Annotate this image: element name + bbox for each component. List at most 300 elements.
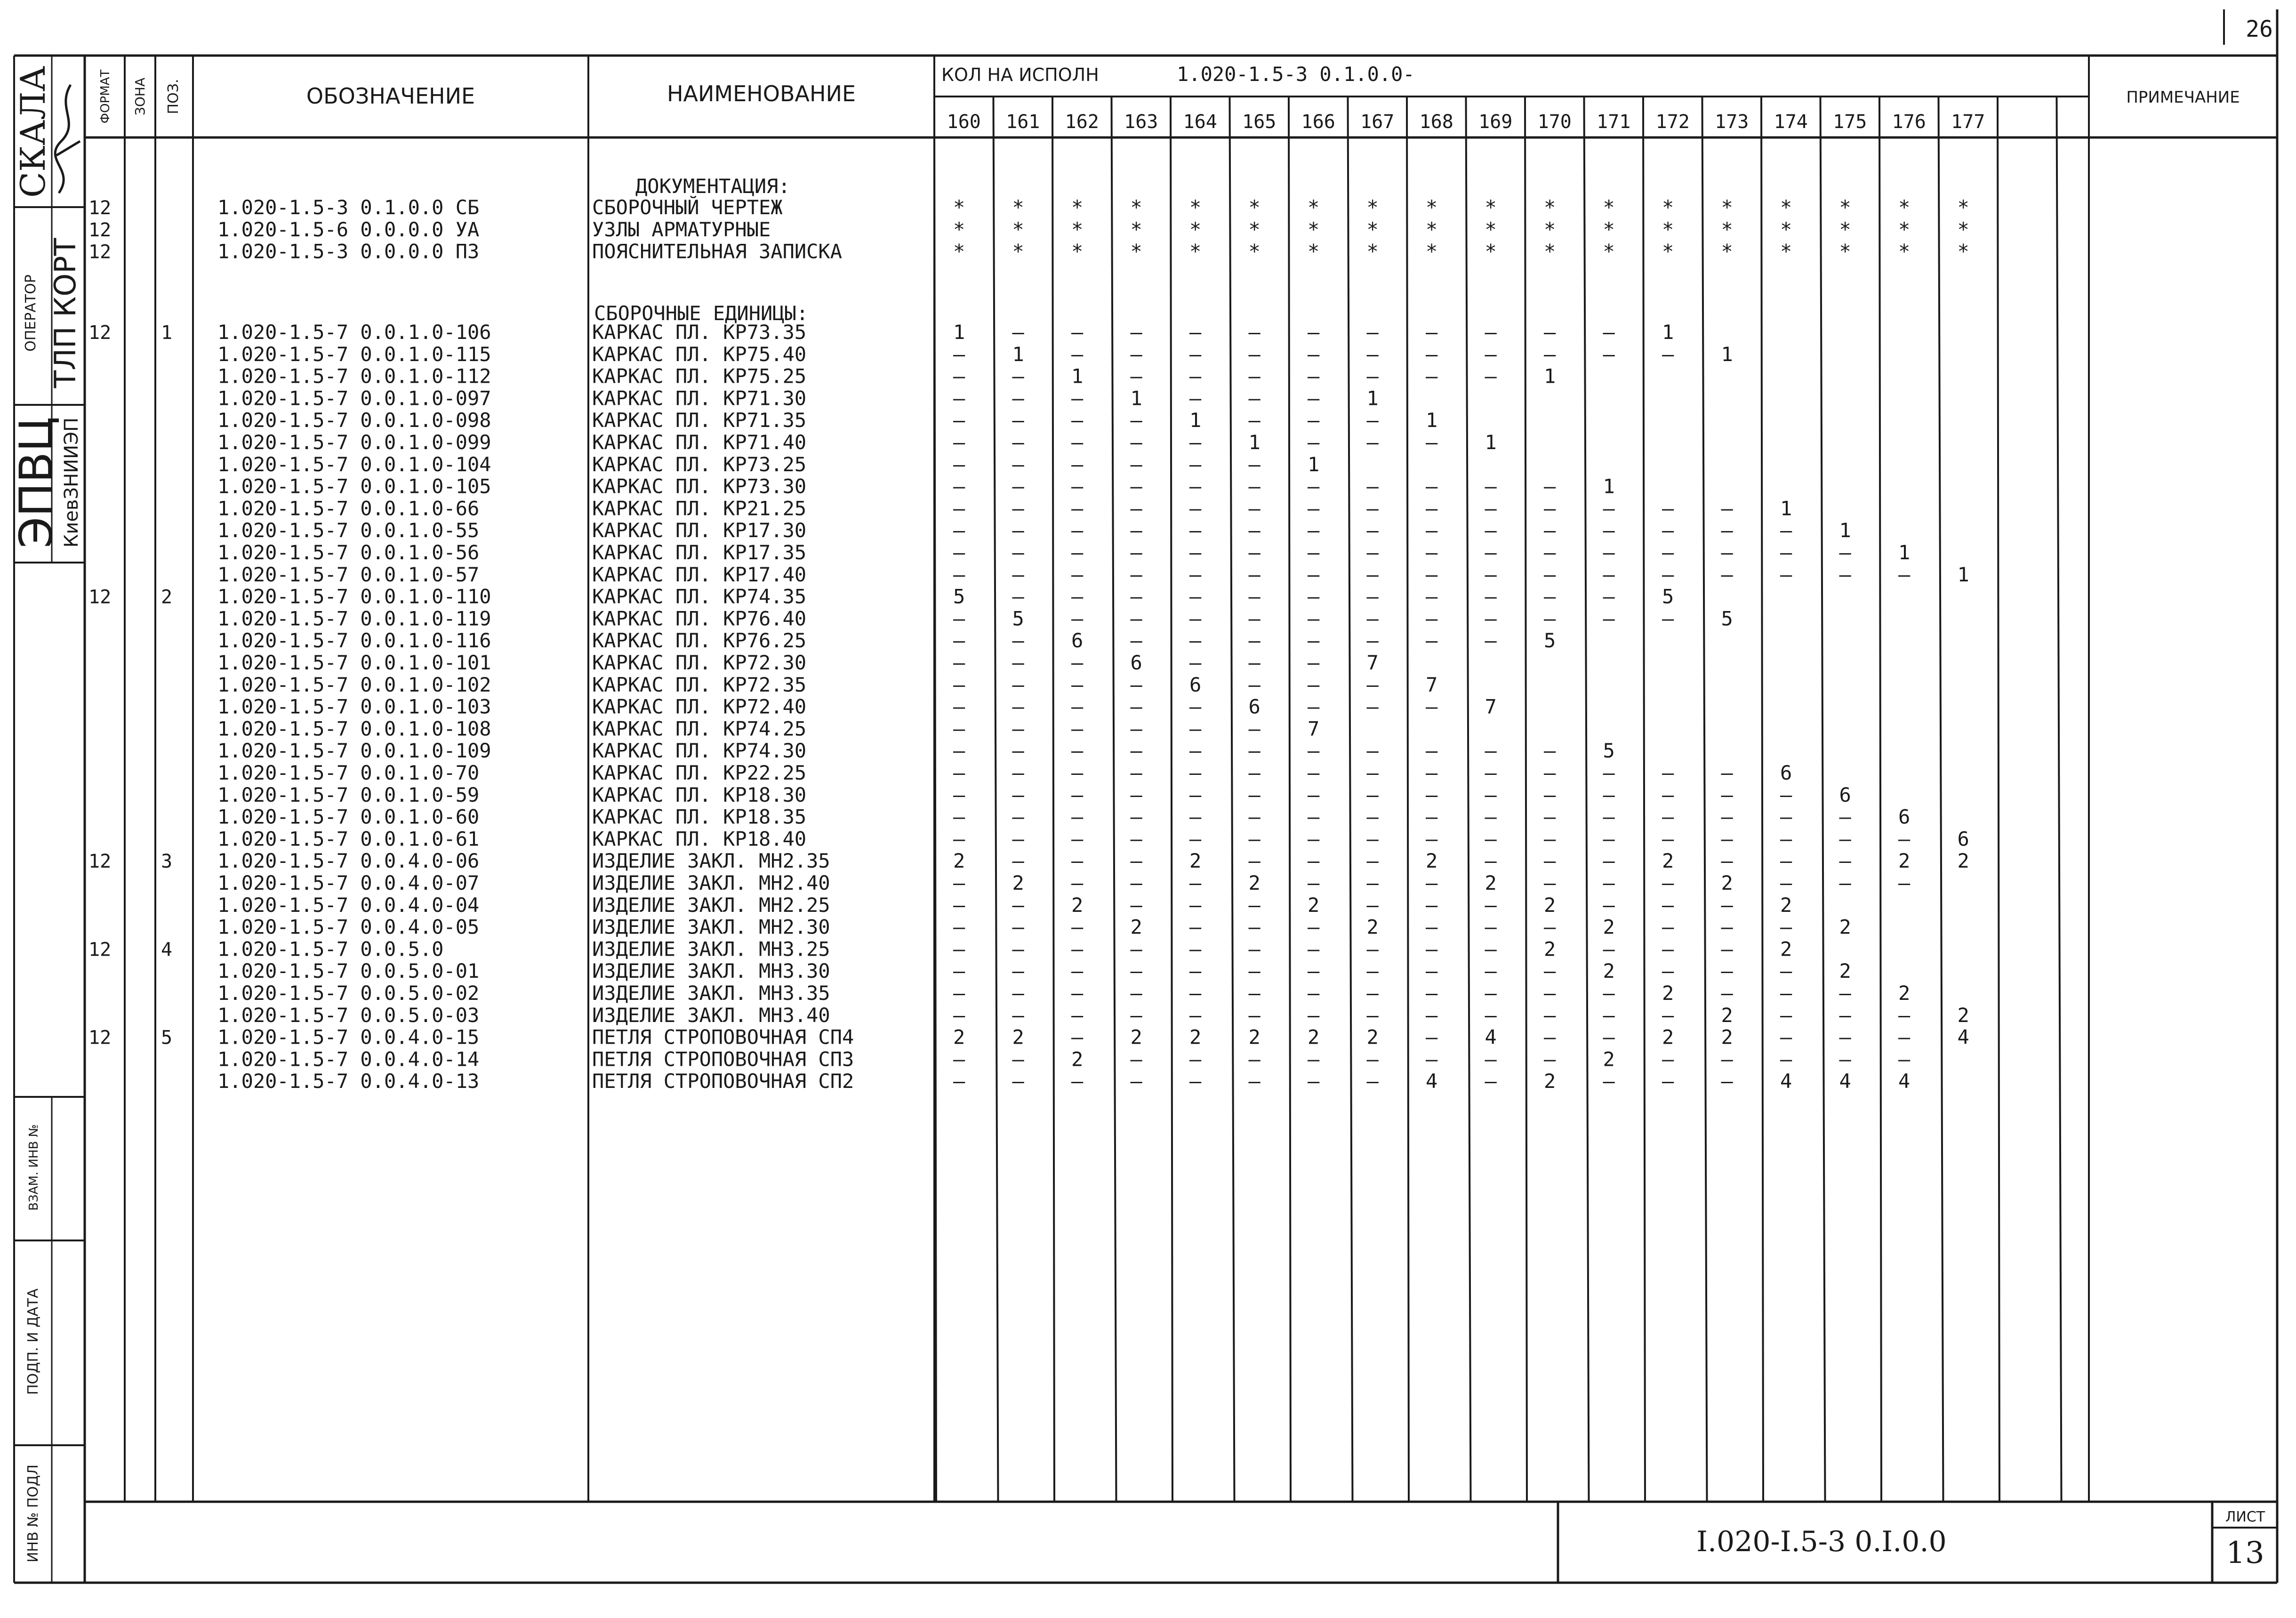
stamp-org: ЭПВЦ xyxy=(10,417,63,548)
row-designation: 1.020-1.5-7 0.0.5.0-03 xyxy=(217,1003,480,1027)
qty-cell: – xyxy=(1426,805,1438,829)
qty-cell: – xyxy=(1130,342,1142,366)
execution-header-171: 171 xyxy=(1597,111,1631,133)
qty-cell: – xyxy=(1248,386,1260,410)
row-name: КАРКАС ПЛ. КР21.25 xyxy=(592,497,807,520)
execution-column-rule xyxy=(1052,97,1054,1502)
qty-cell: * xyxy=(1721,240,1733,263)
qty-cell: – xyxy=(953,563,965,586)
qty-cell: – xyxy=(1071,497,1084,520)
row-designation: 1.020-1.5-7 0.0.1.0-103 xyxy=(217,695,491,718)
qty-cell: – xyxy=(1012,761,1024,784)
qty-cell: – xyxy=(1189,585,1202,608)
qty-cell: – xyxy=(1130,321,1142,344)
qty-cell: – xyxy=(1130,827,1142,851)
qty-cell: 1 xyxy=(1721,342,1733,366)
row-name: КАРКАС ПЛ. КР72.35 xyxy=(592,673,807,696)
qty-cell: 2 xyxy=(1839,915,1851,939)
qty-cell: 2 xyxy=(1248,871,1260,894)
qty-cell: 6 xyxy=(1130,651,1142,674)
qty-cell: – xyxy=(1603,827,1615,851)
qty-cell: – xyxy=(1544,519,1556,542)
row-format: 12 xyxy=(88,219,112,241)
row-name: ИЗДЕЛИЕ ЗАКЛ. МН3.35 xyxy=(592,982,830,1005)
qty-cell: 1 xyxy=(1189,409,1202,432)
stamp-operator-value: ТЛП КОРТ xyxy=(48,238,82,388)
qty-cell: – xyxy=(1780,1003,1792,1027)
header-format: ФОРМАТ xyxy=(98,69,112,124)
stamp-skala: СКАЛА xyxy=(13,66,53,198)
qty-cell: 5 xyxy=(1662,585,1674,608)
qty-cell: – xyxy=(1248,342,1260,366)
qty-cell: – xyxy=(1603,497,1615,520)
execution-header-163: 163 xyxy=(1124,111,1158,133)
qty-cell: – xyxy=(1071,871,1084,894)
qty-cell: – xyxy=(1662,607,1674,630)
qty-cell: – xyxy=(1189,1047,1202,1071)
qty-cell: – xyxy=(1603,982,1615,1005)
qty-cell: 1 xyxy=(1957,563,1969,586)
qty-cell: – xyxy=(1662,519,1674,542)
execution-header-164: 164 xyxy=(1183,111,1217,133)
qty-cell: – xyxy=(1426,1003,1438,1027)
qty-cell: – xyxy=(953,475,965,498)
footer-sheet-label: ЛИСТ xyxy=(2225,1509,2265,1525)
qty-cell: – xyxy=(1544,541,1556,564)
row-designation: 1.020-1.5-7 0.0.1.0-115 xyxy=(217,342,491,366)
qty-cell: – xyxy=(953,739,965,763)
qty-cell: – xyxy=(1071,585,1084,608)
qty-cell: – xyxy=(1248,915,1260,939)
qty-cell: 2 xyxy=(1957,849,1969,873)
qty-cell: 2 xyxy=(1898,982,1911,1005)
qty-cell: – xyxy=(1308,959,1320,983)
qty-cell: – xyxy=(1721,563,1733,586)
qty-cell: – xyxy=(1721,893,1733,917)
qty-cell: – xyxy=(1426,342,1438,366)
qty-cell: – xyxy=(1544,497,1556,520)
qty-cell: – xyxy=(1662,915,1674,939)
qty-cell: – xyxy=(1721,497,1733,520)
qty-cell: 5 xyxy=(1012,607,1024,630)
qty-cell: – xyxy=(1485,497,1497,520)
execution-header-177: 177 xyxy=(1951,111,1985,133)
execution-column-rule xyxy=(1643,97,1645,1502)
qty-cell: – xyxy=(1071,452,1084,476)
qty-cell: – xyxy=(1426,871,1438,894)
qty-cell: – xyxy=(953,783,965,806)
qty-cell: – xyxy=(1071,1025,1084,1049)
qty-cell: – xyxy=(1130,452,1142,476)
row-name: ИЗДЕЛИЕ ЗАКЛ. МН3.40 xyxy=(592,1003,830,1027)
execution-header-168: 168 xyxy=(1419,111,1453,133)
qty-cell: – xyxy=(1603,1003,1615,1027)
qty-cell: – xyxy=(1366,607,1379,630)
qty-cell: – xyxy=(1012,739,1024,763)
qty-cell: – xyxy=(1426,761,1438,784)
qty-cell: – xyxy=(1248,1070,1260,1093)
qty-cell: – xyxy=(953,409,965,432)
qty-cell: – xyxy=(1071,739,1084,763)
qty-cell: – xyxy=(1308,739,1320,763)
qty-cell: – xyxy=(1012,1047,1024,1071)
qty-cell: – xyxy=(1071,321,1084,344)
qty-cell: – xyxy=(1603,871,1615,894)
row-format: 12 xyxy=(88,586,112,608)
qty-cell: – xyxy=(1248,1003,1260,1027)
qty-cell: – xyxy=(1426,475,1438,498)
qty-cell: – xyxy=(1130,805,1142,829)
row-name: КАРКАС ПЛ. КР18.35 xyxy=(592,805,807,829)
qty-cell: * xyxy=(1485,196,1497,219)
qty-cell: 6 xyxy=(1780,761,1792,784)
qty-cell: – xyxy=(1366,342,1379,366)
qty-cell: – xyxy=(1898,1003,1911,1027)
qty-cell: 2 xyxy=(1485,871,1497,894)
qty-cell: – xyxy=(953,651,965,674)
qty-cell: – xyxy=(1308,563,1320,586)
stamp-org-sub: КиевЗНИИЭП xyxy=(61,417,82,548)
qty-cell: * xyxy=(1957,240,1969,263)
qty-cell: – xyxy=(1662,937,1674,961)
qty-cell: – xyxy=(1544,982,1556,1005)
row-format: 12 xyxy=(88,322,112,344)
qty-cell: – xyxy=(953,386,965,410)
qty-cell: – xyxy=(953,1047,965,1071)
qty-cell: – xyxy=(1366,431,1379,454)
qty-cell: 5 xyxy=(1544,629,1556,652)
section-title-assemblies: СБОРОЧНЫЕ ЕДИНИЦЫ: xyxy=(594,302,809,325)
row-designation: 1.020-1.5-7 0.0.4.0-14 xyxy=(217,1047,480,1071)
qty-cell: – xyxy=(1366,695,1379,718)
qty-cell: – xyxy=(1780,871,1792,894)
qty-cell: – xyxy=(1071,431,1084,454)
qty-cell: – xyxy=(1366,497,1379,520)
qty-cell: – xyxy=(1780,783,1792,806)
footer-sheet-number: 13 xyxy=(2226,1536,2264,1570)
row-name: КАРКАС ПЛ. КР74.35 xyxy=(592,585,807,608)
qty-cell: – xyxy=(1071,519,1084,542)
qty-cell: * xyxy=(1308,217,1320,241)
row-name: КАРКАС ПЛ. КР17.40 xyxy=(592,563,807,586)
qty-cell: – xyxy=(953,364,965,388)
qty-cell: – xyxy=(1544,805,1556,829)
execution-column-rule xyxy=(1584,97,1589,1502)
row-name: ПЕТЛЯ СТРОПОВОЧНАЯ СП3 xyxy=(592,1047,854,1071)
qty-cell: – xyxy=(1248,364,1260,388)
qty-cell: – xyxy=(1189,1003,1202,1027)
qty-cell: – xyxy=(1485,982,1497,1005)
execution-column-rule xyxy=(1939,97,1943,1502)
qty-cell: 1 xyxy=(1485,431,1497,454)
row-designation: 1.020-1.5-7 0.0.1.0-112 xyxy=(217,364,491,388)
qty-cell: – xyxy=(1603,1025,1615,1049)
qty-cell: – xyxy=(1485,849,1497,873)
qty-cell: – xyxy=(1366,1003,1379,1027)
qty-cell: – xyxy=(1544,915,1556,939)
qty-cell: – xyxy=(1485,915,1497,939)
qty-cell: – xyxy=(1071,695,1084,718)
qty-cell: – xyxy=(1780,805,1792,829)
qty-cell: – xyxy=(1071,386,1084,410)
qty-cell: – xyxy=(1366,827,1379,851)
qty-cell: – xyxy=(1308,607,1320,630)
qty-cell: – xyxy=(1780,1047,1792,1071)
qty-cell: – xyxy=(1308,982,1320,1005)
qty-cell: – xyxy=(1662,783,1674,806)
qty-cell: – xyxy=(1071,937,1084,961)
qty-cell: – xyxy=(1189,519,1202,542)
qty-cell: – xyxy=(1012,364,1024,388)
qty-cell: – xyxy=(1839,541,1851,564)
qty-cell: – xyxy=(1780,1025,1792,1049)
qty-cell: – xyxy=(1012,585,1024,608)
qty-cell: – xyxy=(953,893,965,917)
qty-cell: * xyxy=(1012,240,1024,263)
qty-cell: – xyxy=(1366,1047,1379,1071)
qty-cell: – xyxy=(1189,805,1202,829)
qty-cell: – xyxy=(1544,607,1556,630)
qty-cell: – xyxy=(1603,937,1615,961)
qty-cell: – xyxy=(1012,497,1024,520)
qty-cell: – xyxy=(1662,761,1674,784)
qty-cell: * xyxy=(1898,196,1911,219)
qty-cell: – xyxy=(1012,1070,1024,1093)
qty-cell: – xyxy=(1130,982,1142,1005)
qty-cell: – xyxy=(1544,783,1556,806)
row-designation: 1.020-1.5-7 0.0.4.0-15 xyxy=(217,1025,480,1049)
qty-cell: – xyxy=(953,1070,965,1093)
qty-cell: – xyxy=(1071,849,1084,873)
qty-cell: – xyxy=(1012,541,1024,564)
qty-cell: * xyxy=(953,217,965,241)
row-name: КАРКАС ПЛ. КР74.30 xyxy=(592,739,807,763)
execution-column-rule xyxy=(1230,97,1235,1502)
qty-cell: * xyxy=(1721,217,1733,241)
row-name: ИЗДЕЛИЕ ЗАКЛ. МН2.35 xyxy=(592,849,830,873)
qty-cell: – xyxy=(1839,871,1851,894)
qty-cell: – xyxy=(1426,585,1438,608)
qty-cell: * xyxy=(1957,196,1969,219)
qty-cell: – xyxy=(1366,805,1379,829)
qty-cell: – xyxy=(1308,695,1320,718)
qty-cell: 2 xyxy=(1721,1003,1733,1027)
qty-cell: * xyxy=(1189,196,1202,219)
qty-cell: – xyxy=(953,342,965,366)
row-designation: 1.020-1.5-7 0.0.1.0-098 xyxy=(217,409,491,432)
qty-cell: – xyxy=(1426,607,1438,630)
qty-cell: – xyxy=(1603,607,1615,630)
qty-cell: – xyxy=(1426,1047,1438,1071)
row-designation: 1.020-1.5-7 0.0.1.0-60 xyxy=(217,805,480,829)
qty-cell: – xyxy=(1248,321,1260,344)
qty-cell: – xyxy=(1248,893,1260,917)
qty-cell: – xyxy=(1721,849,1733,873)
qty-cell: 2 xyxy=(1721,1025,1733,1049)
row-designation: 1.020-1.5-7 0.0.1.0-55 xyxy=(217,519,480,542)
qty-cell: 2 xyxy=(1426,849,1438,873)
row-designation: 1.020-1.5-3 0.1.0.0 СБ xyxy=(217,196,480,219)
row-designation: 1.020-1.5-7 0.0.5.0 xyxy=(217,937,444,961)
qty-cell: – xyxy=(1308,519,1320,542)
qty-cell: – xyxy=(1189,431,1202,454)
qty-cell: * xyxy=(953,196,965,219)
row-designation: 1.020-1.5-7 0.0.4.0-13 xyxy=(217,1070,480,1093)
qty-cell: – xyxy=(1308,915,1320,939)
qty-cell: – xyxy=(1485,607,1497,630)
qty-cell: – xyxy=(1426,1025,1438,1049)
qty-cell: – xyxy=(1248,982,1260,1005)
qty-cell: – xyxy=(1308,673,1320,696)
qty-cell: – xyxy=(953,1003,965,1027)
qty-cell: – xyxy=(953,629,965,652)
row-name: КАРКАС ПЛ. КР72.40 xyxy=(592,695,807,718)
qty-cell: – xyxy=(1248,937,1260,961)
footer-doc-code: I.020-I.5-3 0.I.0.0 xyxy=(1696,1525,1947,1558)
qty-cell: – xyxy=(1308,541,1320,564)
row-name: КАРКАС ПЛ. КР76.25 xyxy=(592,629,807,652)
qty-cell: – xyxy=(1366,849,1379,873)
qty-cell: – xyxy=(1780,915,1792,939)
qty-cell: – xyxy=(1721,827,1733,851)
qty-cell: – xyxy=(953,937,965,961)
qty-cell: – xyxy=(1426,937,1438,961)
qty-cell: – xyxy=(1189,783,1202,806)
qty-cell: – xyxy=(953,871,965,894)
qty-cell: 6 xyxy=(1071,629,1084,652)
row-name: КАРКАС ПЛ. КР73.30 xyxy=(592,475,807,498)
execution-header-160: 160 xyxy=(947,111,981,133)
qty-cell: – xyxy=(1308,827,1320,851)
qty-cell: – xyxy=(1071,475,1084,498)
qty-cell: – xyxy=(1130,1070,1142,1093)
qty-cell: – xyxy=(1366,937,1379,961)
qty-cell: – xyxy=(1839,827,1851,851)
qty-cell: – xyxy=(1366,541,1379,564)
row-name: КАРКАС ПЛ. КР75.40 xyxy=(592,342,807,366)
qty-cell: – xyxy=(1248,519,1260,542)
qty-cell: 1 xyxy=(1603,475,1615,498)
qty-cell: * xyxy=(1544,217,1556,241)
qty-cell: – xyxy=(1366,893,1379,917)
qty-cell: 4 xyxy=(1426,1070,1438,1093)
qty-cell: * xyxy=(1366,196,1379,219)
qty-cell: * xyxy=(1071,217,1084,241)
qty-cell: – xyxy=(1839,805,1851,829)
execution-column-rule xyxy=(1407,97,1409,1502)
qty-cell: – xyxy=(1248,805,1260,829)
qty-cell: – xyxy=(1366,783,1379,806)
row-designation: 1.020-1.5-7 0.0.1.0-101 xyxy=(217,651,491,674)
qty-cell: – xyxy=(1308,783,1320,806)
execution-column-rule xyxy=(1171,97,1172,1502)
qty-cell: – xyxy=(1426,893,1438,917)
qty-cell: * xyxy=(1248,196,1260,219)
signature-mark xyxy=(55,85,80,193)
execution-header-176: 176 xyxy=(1892,111,1926,133)
qty-cell: – xyxy=(953,431,965,454)
qty-cell: – xyxy=(1898,871,1911,894)
execution-column-rule xyxy=(994,97,998,1502)
qty-cell: – xyxy=(953,607,965,630)
qty-cell: – xyxy=(1485,1047,1497,1071)
qty-cell: * xyxy=(1071,196,1084,219)
execution-column-rule xyxy=(1761,97,1763,1502)
row-designation: 1.020-1.5-6 0.0.0.0 УА xyxy=(217,217,480,241)
qty-cell: 6 xyxy=(1957,827,1969,851)
qty-cell: – xyxy=(1130,739,1142,763)
row-format: 12 xyxy=(88,1027,112,1049)
qty-cell: 2 xyxy=(1544,1070,1556,1093)
qty-cell: – xyxy=(1366,585,1379,608)
row-name: КАРКАС ПЛ. КР74.25 xyxy=(592,717,807,741)
execution-header-161: 161 xyxy=(1006,111,1040,133)
qty-cell: – xyxy=(953,982,965,1005)
qty-cell: – xyxy=(1721,915,1733,939)
qty-cell: – xyxy=(1485,1070,1497,1093)
qty-cell: * xyxy=(1603,196,1615,219)
qty-cell: * xyxy=(1544,196,1556,219)
qty-cell: – xyxy=(1071,342,1084,366)
qty-cell: 4 xyxy=(1780,1070,1792,1093)
qty-cell: * xyxy=(953,240,965,263)
qty-cell: – xyxy=(1721,805,1733,829)
row-designation: 1.020-1.5-7 0.0.1.0-56 xyxy=(217,541,480,564)
row-designation: 1.020-1.5-7 0.0.1.0-70 xyxy=(217,761,480,784)
qty-cell: * xyxy=(1898,217,1911,241)
row-format: 12 xyxy=(88,939,112,961)
qty-cell: – xyxy=(1071,1003,1084,1027)
qty-cell: 4 xyxy=(1957,1025,1969,1049)
qty-cell: – xyxy=(1544,475,1556,498)
qty-cell: 2 xyxy=(953,849,965,873)
row-name: КАРКАС ПЛ. КР22.25 xyxy=(592,761,807,784)
row-name: КАРКАС ПЛ. КР75.25 xyxy=(592,364,807,388)
qty-cell: – xyxy=(1544,585,1556,608)
qty-cell: 2 xyxy=(953,1025,965,1049)
qty-cell: 2 xyxy=(1603,1047,1615,1071)
qty-cell: – xyxy=(1248,497,1260,520)
qty-cell: 2 xyxy=(1189,1025,1202,1049)
qty-cell: 1 xyxy=(1662,321,1674,344)
qty-cell: – xyxy=(1012,563,1024,586)
stamp-operator-label: ОПЕРАТОР xyxy=(23,274,39,352)
qty-cell: – xyxy=(1603,761,1615,784)
qty-cell: – xyxy=(1130,717,1142,741)
qty-cell: * xyxy=(1780,240,1792,263)
qty-cell: – xyxy=(1130,431,1142,454)
qty-cell: – xyxy=(1189,959,1202,983)
qty-cell: – xyxy=(1071,541,1084,564)
qty-cell: – xyxy=(1544,761,1556,784)
qty-cell: – xyxy=(1189,695,1202,718)
qty-cell: – xyxy=(953,452,965,476)
qty-cell: 2 xyxy=(1603,959,1615,983)
qty-cell: – xyxy=(1012,431,1024,454)
qty-cell: – xyxy=(1308,651,1320,674)
qty-cell: – xyxy=(1130,409,1142,432)
row-name: КАРКАС ПЛ. КР73.25 xyxy=(592,452,807,476)
qty-cell: – xyxy=(953,673,965,696)
qty-cell: – xyxy=(1071,409,1084,432)
qty-cell: – xyxy=(1544,1025,1556,1049)
qty-cell: – xyxy=(1662,1003,1674,1027)
qty-cell: – xyxy=(1485,585,1497,608)
execution-column-rule xyxy=(1821,97,1825,1502)
qty-cell: 1 xyxy=(1366,386,1379,410)
row-designation: 1.020-1.5-7 0.0.1.0-61 xyxy=(217,827,480,851)
qty-cell: – xyxy=(1012,893,1024,917)
